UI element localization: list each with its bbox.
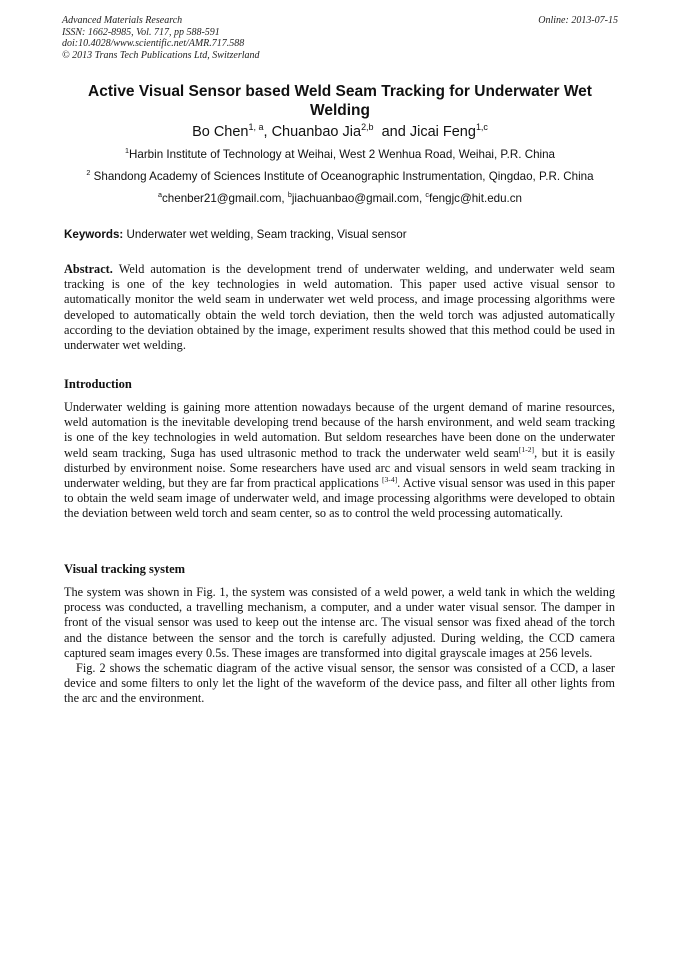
intro-text-part: Underwater welding is gaining more attention nowadays because of the urgent demand of marine resources, weld automation is the inevitable developing trend because of the harsh environment, and weld seam tracking is one of the key technologies in weld automation. But seldom researches have been done on the underwater weld seam tracking, Suga has used ultrasonic method to track the underwater weld seam <box>64 400 615 460</box>
author-list <box>60 124 620 140</box>
keywords <box>64 228 616 241</box>
author-emails <box>60 192 620 205</box>
introduction-text <box>64 400 615 522</box>
email-text[interactable]: chenber21@gmail.com, <box>162 192 288 205</box>
doi-line: doi:10.4028/www.scientific.net/AMR.717.588 <box>62 38 245 49</box>
author-sep: and <box>373 124 410 140</box>
affiliation-text: Harbin Institute of Technology at Weihai, West 2 Wenhua Road, Weihai, P.R. China <box>129 148 555 161</box>
affiliation-sup: 2 <box>86 168 91 178</box>
keywords-text: Underwater wet welding, Seam tracking, Visual sensor <box>123 228 407 241</box>
abstract-text: Weld automation is the development trend of underwater welding, and underwater weld seam tracking is one of the key technologies in weld automation. This paper used active visual sensor to automatically monitor the weld seam in underwater wet weld process, and image processing algorithms were developed to automatically obtain the weld torch deviation, then the weld torch was adjusted automatically according to the deviation obtained by the image, experiment results showed that this method could be used in underwater wet welding. <box>64 262 615 353</box>
paragraph: Fig. 2 shows the schematic diagram of the active visual sensor, the sensor was consisted of a CCD, a laser device and some filters to only let the light of the waveform of the device pass, and filter all other lights from the arc and the environment. <box>64 661 615 706</box>
journal-header <box>62 15 618 61</box>
visual-tracking-text <box>64 585 615 707</box>
issn-line: ISSN: 1662-8985, Vol. 717, pp 588-591 <box>62 26 220 38</box>
email-text[interactable]: fengjc@hit.edu.cn <box>429 192 522 205</box>
email-sup: b <box>287 190 292 200</box>
affiliation-text: Shandong Academy of Sciences Institute of Oceanographic Instrumentation, Qingdao, P.R. China <box>90 170 594 183</box>
section-heading-introduction: Introduction <box>64 377 132 391</box>
affiliation-1 <box>60 148 620 161</box>
intro-text-part: . Active visual sensor was used in this paper to obtain the weld seam image of underwater weld, and image processing algorithms were developed to obtain the deviation between weld torch and seam center, so as to control the weld processing automatically. <box>64 476 615 521</box>
affiliation-sup: 1 <box>125 146 129 156</box>
keywords-label: Keywords: <box>64 228 124 241</box>
section-heading-visual-tracking: Visual tracking system <box>64 562 186 576</box>
citation-ref: [3-4] <box>381 474 398 484</box>
author-sep: , <box>263 124 272 140</box>
online-date: Online: 2013-07-15 <box>538 15 618 26</box>
abstract <box>64 262 615 353</box>
paragraph: The system was shown in Fig. 1, the system was consisted of a weld power, a weld tank in which the welding process was conducted, a travelling mechanism, a computer, and a under water visual sensor. The damper in front of the visual sensor was used to keep out the intense arc. The visual sensor was fixed ahead of the torch and the distance between the sensor and the torch is carefully adjusted. During welding, the CCD camera captured seam images every 0.5s. These images are transformed into digital grayscale images at 256 levels. <box>64 585 615 660</box>
author-sup: 1, a <box>248 122 264 133</box>
citation-ref: [1-2] <box>518 444 535 454</box>
copyright-line: © 2013 Trans Tech Publications Ltd, Switzerland <box>62 49 260 61</box>
affiliation-2 <box>60 170 620 183</box>
intro-text-part: , but it is easily disturbed by environment noise. Some researchers have used arc and visual sensors in weld seam tracking in underwater welding, but they are far from practical applications <box>64 445 615 491</box>
author-name: Chuanbao Jia <box>271 124 362 140</box>
author-sup: 2,b <box>361 122 374 133</box>
email-sup: c <box>425 190 430 200</box>
abstract-label: Abstract. <box>64 262 113 276</box>
author-sup: 1,c <box>475 122 488 133</box>
author-name: Bo Chen <box>192 124 249 140</box>
author-name: Jicai Feng <box>409 124 476 140</box>
journal-name: Advanced Materials Research <box>62 15 183 26</box>
email-sup: a <box>158 190 162 200</box>
paper-title: Active Visual Sensor based Weld Seam Tracking for Underwater Wet Welding <box>88 83 592 119</box>
email-text[interactable]: jiachuanbao@gmail.com, <box>291 192 426 205</box>
